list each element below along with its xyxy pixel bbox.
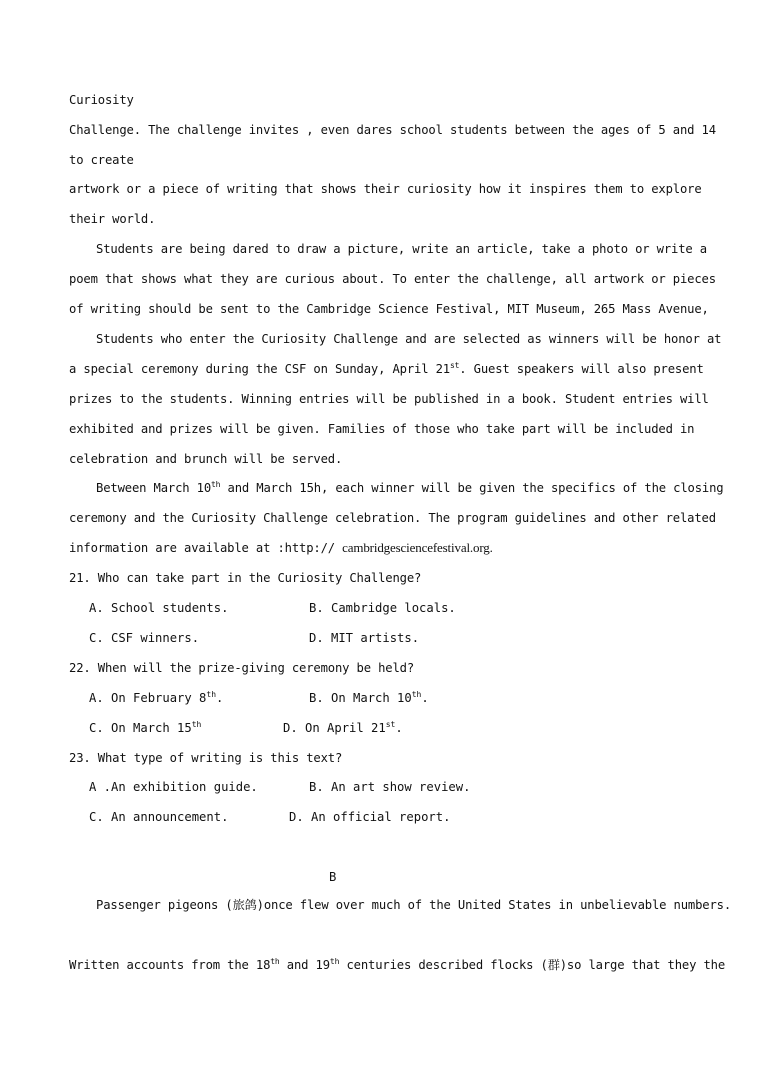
text-segment: Written accounts from the 18 <box>69 958 271 972</box>
passage-b-line: Passenger pigeons (旅鸽)once flew over much of the United States in unbelievable numbers. <box>96 898 732 912</box>
superscript: th <box>329 957 340 966</box>
text-segment: D. On April 21 <box>283 721 386 735</box>
passage-b-heading: B <box>329 870 337 884</box>
question-21-stem: 21. Who can take part in the Curiosity Challenge? <box>69 571 422 585</box>
superscript: th <box>211 480 221 489</box>
passage-a-line: Curiosity <box>69 93 134 107</box>
text-segment: C. On March 15 <box>89 721 192 735</box>
passage-a-line: Challenge. The challenge invites , even dares school students between the ages of 5 and 14 <box>69 123 716 137</box>
superscript: st <box>385 720 396 729</box>
passage-a-line: of writing should be sent to the Cambridge Science Festival, MIT Museum, 265 Mass Avenue, <box>69 302 709 316</box>
question-21-option-b: B. Cambridge locals. <box>309 601 456 615</box>
question-23-stem: 23. What type of writing is this text? <box>69 751 343 765</box>
text-segment: centuries described flocks (群)so large that they the <box>339 958 726 972</box>
text-segment: and 19 <box>279 958 330 972</box>
text-segment: . Guest speakers will also present <box>459 362 704 376</box>
passage-a-line: celebration and brunch will be served. <box>69 452 343 466</box>
superscript: th <box>411 690 422 699</box>
text-segment: and March 15h, each winner will be given the specifics of the closing <box>220 481 724 495</box>
passage-a-between-line <box>96 480 723 496</box>
passage-a-info-line <box>69 540 493 556</box>
passage-b-line <box>69 957 725 973</box>
question-21-option-c: C. CSF winners. <box>89 631 200 645</box>
passage-a-line: Students who enter the Curiosity Challenge and are selected as winners will be honor at <box>96 332 722 346</box>
passage-a-ceremony-line <box>69 361 704 377</box>
text-segment: . <box>216 691 224 705</box>
question-23-option-b: B. An art show review. <box>309 780 471 794</box>
passage-a-line: exhibited and prizes will be given. Families of those who take part will be included in <box>69 422 695 436</box>
superscript: th <box>206 690 217 699</box>
passage-a-line: to create <box>69 153 134 167</box>
text-segment: . <box>421 691 429 705</box>
question-22-option-a <box>89 690 223 706</box>
festival-url: cambridgesciencefestival.org. <box>342 540 493 555</box>
question-21-option-d: D. MIT artists. <box>309 631 420 645</box>
passage-a-line: ceremony and the Curiosity Challenge celebration. The program guidelines and other related <box>69 511 716 525</box>
question-23-option-d: D. An official report. <box>289 810 451 824</box>
question-23-option-c: C. An announcement. <box>89 810 229 824</box>
text-segment: information are available at :http:// <box>69 541 343 555</box>
passage-a-line: artwork or a piece of writing that shows their curiosity how it inspires them to explore <box>69 182 702 196</box>
question-22-option-c <box>89 720 201 736</box>
question-23-option-a: A .An exhibition guide. <box>89 780 258 794</box>
question-22-stem: 22. When will the prize-giving ceremony be held? <box>69 661 414 675</box>
text-segment: B. On March 10 <box>309 691 412 705</box>
passage-a-line: poem that shows what they are curious about. To enter the challenge, all artwork or pieces <box>69 272 716 286</box>
question-21-option-a: A. School students. <box>89 601 229 615</box>
superscript: th <box>191 720 202 729</box>
text-segment: Between March 10 <box>96 481 211 495</box>
text-segment: a special ceremony during the CSF on Sunday, April 21 <box>69 362 450 376</box>
passage-a-line: prizes to the students. Winning entries will be published in a book. Student entries will <box>69 392 709 406</box>
question-22-option-d <box>283 720 403 736</box>
superscript: st <box>449 361 460 370</box>
superscript: th <box>270 957 280 966</box>
question-22-option-b <box>309 690 429 706</box>
text-segment: A. On February 8 <box>89 691 207 705</box>
text-segment: . <box>395 721 403 735</box>
passage-a-line: their world. <box>69 212 156 226</box>
passage-a-line: Students are being dared to draw a picture, write an article, take a photo or write a <box>96 242 707 256</box>
